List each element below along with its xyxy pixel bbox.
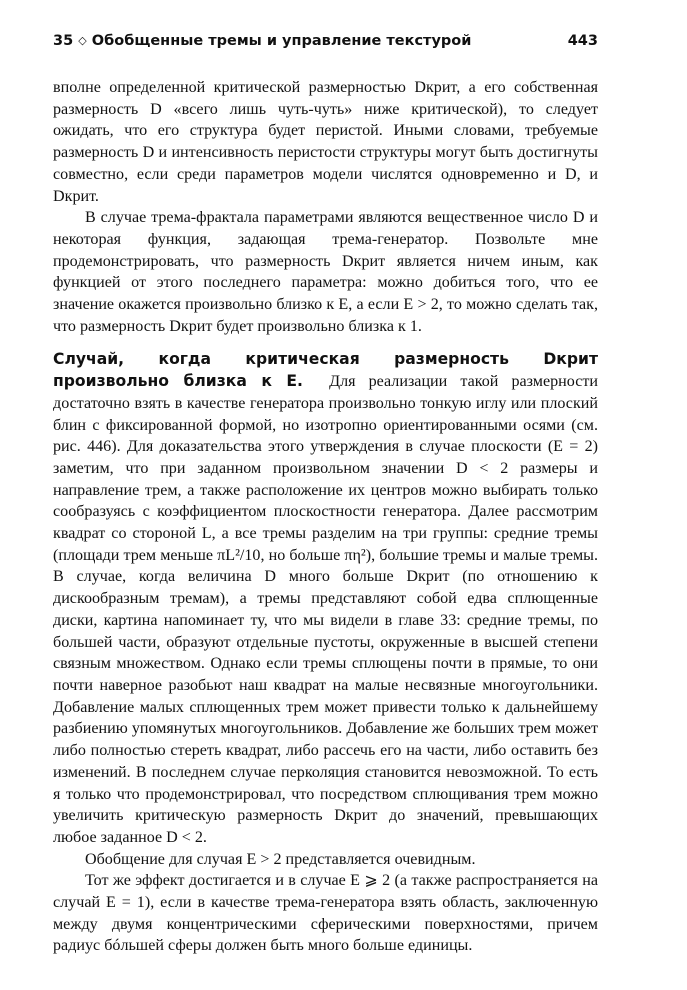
paragraph-continued: вполне определенной критической размерностью Dкрит, а его собственная размерность D «всего лишь чуть-чуть» ниже критической), то следует ожидать, что его структура будет перистой. Иными словами, требуемые размерность D и интенсивность перистости структуры могут быть достигнуты совместно, если среди параметров модели числятся одновременно и D, и Dкрит. (53, 79, 598, 205)
chapter-heading (53, 33, 471, 49)
body-text (53, 77, 598, 957)
section-heading: Случай, когда критическая размерность Dкрит произвольно близка к E. (53, 350, 598, 391)
paragraph-section (53, 349, 598, 848)
paragraph-trema-fractal: В случае трема-фрактала параметрами являются вещественное число D и некоторая функция, задающая трема-генератор. Позвольте мне продемонстрировать, что размерность Dкрит является ничем иным, как функцией от этого последнего параметра: можно добиться того, что ее значение окажется произвольно близко к E, а если E > 2, то можно сделать так, что размерность Dкрит будет произвольно близка к 1. (53, 209, 598, 335)
page-number: 443 (567, 33, 598, 49)
section-text: Для реализации такой размерности достаточно взять в качестве генератора произвольно тонкую иглу или плоский блин с фиксированной формой, но изотропно ориентированными осями (см. рис. 446). Для доказательства этого утверждения в случае плоскости (E = 2) заметим, что при заданном произвольном значении D < 2 размеры и направление трем, а также расположение их центров можно выбирать только сообразуясь с коэффициентом плоскостности генератора. Далее рассмотрим квадрат со стороной L, а все тремы разделим на три группы: средние тремы (площади трем меньше πL²/10, но больше πη²), большие тремы и малые тремы. В случае, когда величина D много больше Dкрит (по отношению к дискообразным тремам), а тремы представляют собой едва сплющенные диски, картина напоминает ту, что мы видели в главе 33: средние тремы, по большей части, образуют отдельные пустоты, окруженные в высшей степени связным множеством. Однако если тремы сплющены почти в прямые, то они почти наверное разобьют наш квадрат на малые несвязные многоугольники. Добавление малых сплющенных трем может привести только к дальнейшему разбиению упомянутых многоугольников. Добавление же больших трем может либо полностью стереть квадрат, либо рассечь его на части, либо оставить без изменений. В последнем случае перколяция становится невозможной. То есть я только что продемонстрировал, что посредством сплющивания трем можно увеличить критическую размерность Dкрит до значений, превышающих любое заданное D < 2. (53, 373, 598, 846)
paragraph-generalization: Обобщение для случая E > 2 представляется очевидным. (85, 850, 476, 868)
running-header (53, 33, 598, 57)
paragraph-same-effect: Тот же эффект достигается и в случае E ⩾ 2 (а также распространяется на случай E = 1), если в качестве трема-генератора взять область, заключенную между двумя концентрическими сферическими поверхностями, причем радиус бóльшей сферы должен быть много больше единицы. (53, 872, 598, 955)
chapter-title: Обобщенные тремы и управление текстурой (91, 33, 472, 49)
diamond-icon: ◇ (78, 34, 87, 47)
chapter-number: 35 (53, 33, 74, 49)
